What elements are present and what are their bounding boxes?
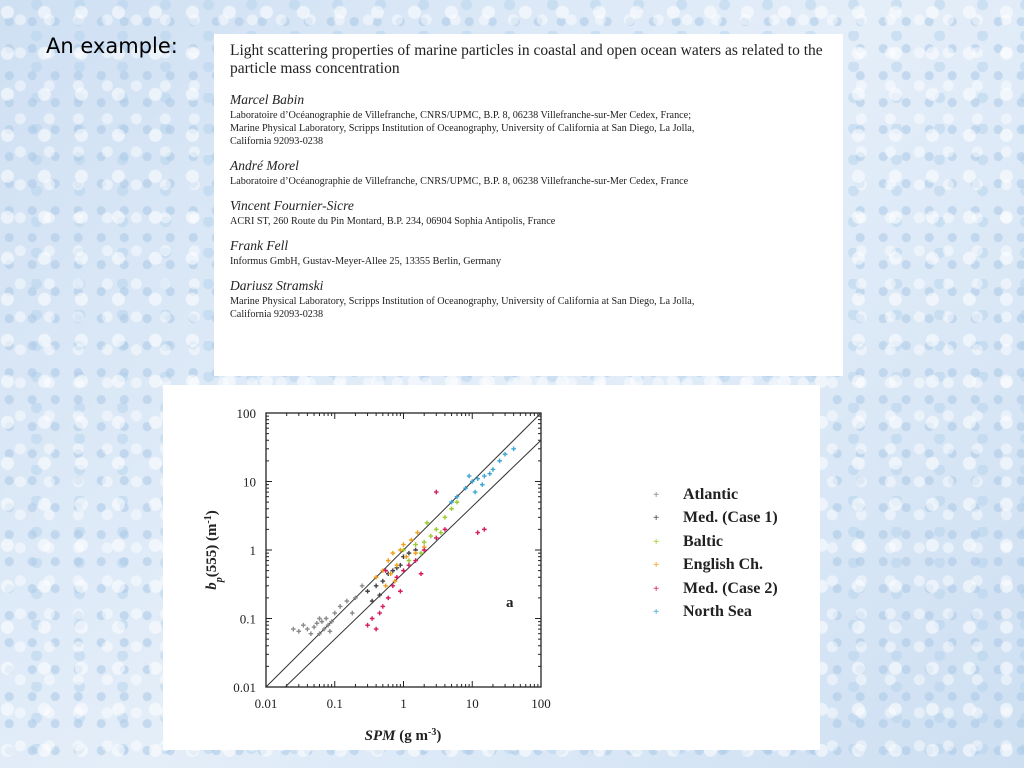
author-name: Frank Fell (230, 238, 289, 253)
data-point (360, 584, 365, 589)
reference-line (285, 440, 541, 687)
author-block (230, 158, 831, 188)
data-point (422, 540, 427, 545)
x-tick-label: 100 (531, 696, 551, 711)
x-tick-label: 0.1 (326, 696, 343, 711)
data-point (370, 599, 375, 604)
data-point (482, 474, 487, 479)
legend-item (653, 530, 778, 554)
data-point (491, 467, 496, 472)
author-name: Marcel Babin (230, 92, 305, 107)
x-tick-label: 10 (465, 696, 479, 711)
scatter-figure (163, 385, 820, 750)
data-point (383, 584, 388, 589)
legend-item (653, 483, 778, 507)
data-point (407, 558, 412, 563)
author-affiliation: Marine Physical Laboratory, Scripps Institution of Oceanography, University of California at San Diego, La Jolla, (230, 296, 695, 307)
legend-item (653, 577, 778, 601)
data-point (434, 527, 439, 532)
data-point (480, 482, 485, 487)
data-point (404, 554, 409, 559)
legend-marker: + (653, 582, 660, 595)
data-point (395, 563, 400, 568)
panel-label: a (506, 595, 514, 611)
data-point (386, 558, 391, 563)
author-affiliation: Laboratoire d’Océanographie de Villefranche, CNRS/UPMC, B.P. 8, 06238 Villefranche-sur-Mer Cedex, France (230, 176, 689, 187)
legend-label: Atlantic (683, 485, 739, 503)
data-point (377, 593, 382, 598)
y-tick-label: 0.01 (233, 680, 256, 695)
data-point (365, 623, 370, 628)
legend-marker: + (653, 488, 660, 501)
data-point (409, 538, 414, 543)
data-point (297, 629, 302, 634)
data-point (374, 584, 379, 589)
legend-marker: + (653, 606, 660, 619)
data-point (395, 575, 400, 580)
data-point (328, 629, 333, 634)
data-point (345, 599, 350, 604)
data-point (439, 530, 444, 535)
author-block (230, 92, 831, 148)
data-point (365, 589, 370, 594)
y-tick-label: 100 (236, 406, 256, 421)
author-affiliation: California 92093-0238 (230, 136, 324, 147)
data-point (449, 506, 454, 511)
data-point (381, 579, 386, 584)
data-point (312, 625, 317, 630)
author-name: Vincent Fournier-Sicre (230, 198, 354, 213)
data-point (301, 623, 306, 628)
data-point (475, 530, 480, 535)
legend-marker: + (653, 559, 660, 572)
author-block (230, 238, 831, 268)
data-point (497, 459, 502, 464)
data-point (386, 596, 391, 601)
data-point (317, 616, 322, 621)
author-affiliation: Marine Physical Laboratory, Scripps Institution of Oceanography, University of California at San Diego, La Jolla, (230, 123, 695, 134)
author-block (230, 198, 831, 228)
data-point (324, 616, 329, 621)
data-point (338, 604, 343, 609)
x-tick-label: 0.01 (254, 696, 278, 711)
data-point (398, 589, 403, 594)
legend-label: Baltic (683, 532, 723, 550)
author-affiliation: ACRI ST, 260 Route du Pin Montard, B.P. 234, 06904 Sophia Antipolis, France (230, 216, 556, 227)
legend-item (653, 601, 778, 625)
legend-marker: + (653, 512, 660, 525)
data-point (401, 542, 406, 547)
data-point (305, 627, 310, 632)
author-name: Dariusz Stramski (230, 278, 324, 293)
slide-label: An example: (46, 34, 178, 58)
data-point (482, 527, 487, 532)
data-point (350, 611, 355, 616)
author-name: André Morel (230, 158, 299, 173)
x-tick-label: 1 (400, 696, 407, 711)
author-affiliation: Informus GmbH, Gustav-Meyer-Allee 25, 13355 Berlin, Germany (230, 256, 502, 267)
y-tick-label: 0.1 (239, 611, 256, 627)
data-point (370, 616, 375, 621)
author-affiliation: Laboratoire d’Océanographie de Villefranche, CNRS/UPMC, B.P. 8, 06238 Villefranche-sur-Mer Cedex, France; (230, 110, 692, 121)
data-point (407, 563, 412, 568)
author-affiliation: California 92093-0238 (230, 309, 324, 320)
data-point (419, 571, 424, 576)
legend-label: Med. (Case 2) (683, 579, 778, 597)
paper-header (214, 34, 843, 376)
legend-label: English Ch. (683, 556, 764, 574)
data-point (381, 604, 386, 609)
data-point (473, 490, 478, 495)
author-block (230, 278, 831, 321)
legend-label: North Sea (683, 603, 752, 621)
paper-title: Light scattering properties of marine particles in coastal and open ocean waters as related to the particle mass concentration (230, 42, 823, 77)
data-point (413, 542, 418, 547)
y-tick-label: 10 (243, 474, 256, 490)
legend-marker: + (653, 535, 660, 548)
data-point (455, 500, 460, 505)
data-point (503, 452, 508, 457)
data-point (315, 621, 320, 626)
data-point (291, 627, 296, 632)
data-point (309, 631, 314, 636)
data-point (407, 551, 412, 556)
data-point (443, 515, 448, 520)
data-point (487, 471, 492, 476)
data-point (332, 611, 337, 616)
data-point (429, 534, 434, 539)
data-point (374, 627, 379, 632)
data-point (401, 568, 406, 573)
legend-item (653, 554, 778, 578)
y-tick-label: 1 (249, 543, 256, 558)
data-point (391, 551, 396, 556)
data-point (467, 474, 472, 479)
legend-label: Med. (Case 1) (683, 509, 778, 527)
data-point (377, 611, 382, 616)
data-point (320, 619, 325, 624)
data-point (434, 490, 439, 495)
data-point (413, 551, 418, 556)
y-axis-label: $b_p(555)$ $(m^{-1})$ (202, 510, 225, 590)
x-axis-label: SPM (g $m^{-3}$) (364, 726, 442, 744)
legend-item (653, 507, 778, 531)
chart-legend (653, 483, 778, 624)
data-point (511, 447, 516, 452)
